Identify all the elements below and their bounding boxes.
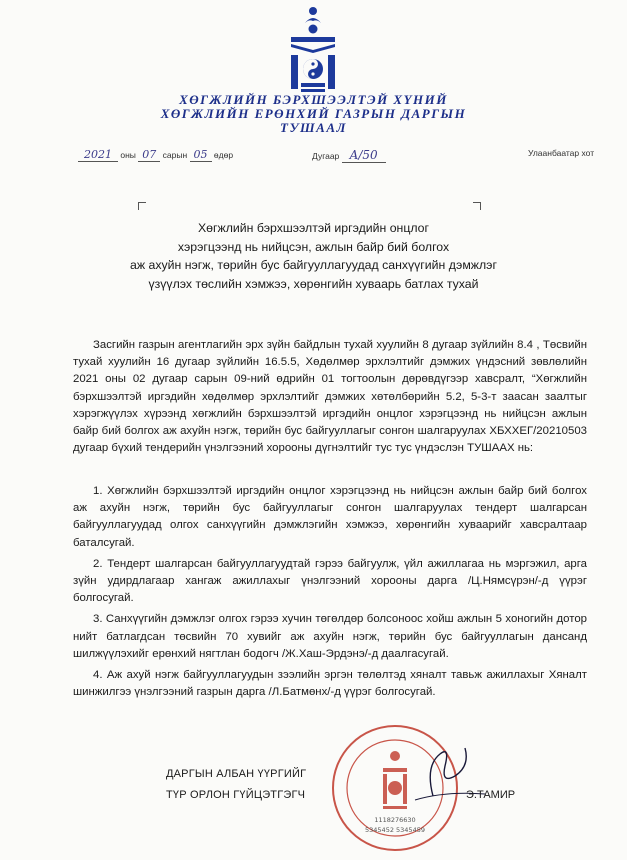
- state-emblem-icon: [283, 5, 343, 93]
- date-month: 07: [138, 148, 160, 162]
- signer-title-line-1: ДАРГЫН АЛБАН ҮҮРГИЙГ: [166, 768, 307, 780]
- date-year-label: оны: [120, 150, 136, 160]
- order-item-1: 1. Хөгжлийн бэрхшээлтэй иргэдийн онцлог хэрэгцээнд нь нийцсэн ажлын байр бий болгох аж ахуйн нэгж, төрийн бус байгууллагыг сонгон шалгаруулах тендерт шалгарсан байгууллагуудад олгох санхүүгийн дэмжлэгийн хэмжээ, хөрөнгийн хуваарийг хавсралтаар баталсугай.: [73, 485, 587, 549]
- title-corner-right: [473, 202, 481, 210]
- order-number-field: [312, 148, 386, 163]
- date-field: [78, 148, 233, 162]
- order-item-4: 4. Аж ахуй нэгж байгууллагуудын зээлийн эргэн төлөлтэд хяналт тавьж ажиллахыг Хяналт шинжилгээ үнэлгээний газрын дарга /Л.Батмөнх/-д үүрэг болгосугай.: [73, 669, 587, 699]
- header-line-1: ХӨГЖЛИЙН БЭРХШЭЭЛТЭЙ ХҮНИЙ: [179, 92, 448, 107]
- title-corner-left: [138, 202, 146, 210]
- order-item-3: 3. Санхүүгийн дэмжлэг олгох гэрээ хучин төгөлдөр болсоноос хойш ажлын 5 хоногийн дотор нийт батлагдсан төсвийн 70 хувийг аж ахуйн нэгж, төрийн бус байгууллагын дансанд шилжүүлэхийг ерөнхий нягтлан бодогч /Ж.Хаш-Эрдэнэ/-д даалгасугай.: [73, 613, 587, 660]
- order-items: [73, 483, 587, 705]
- title-line-4: үзүүлэх төслийн хэмжээ, хөрөнгийн хуваарь батлах тухай: [148, 276, 479, 291]
- order-number-label: Дугаар: [312, 151, 340, 161]
- document-header: [0, 93, 627, 135]
- header-line-3: ТУШААЛ: [280, 120, 347, 135]
- order-number: A/50: [342, 148, 386, 163]
- title-line-3: аж ахуйн нэгж, төрийн бус байгууллагуудад санхүүгийн дэмжлэг: [130, 258, 497, 272]
- date-day: 05: [190, 148, 212, 162]
- order-item-2: 2. Тендерт шалгарсан байгууллагуудтай гэрээ байгуулж, үйл ажиллагаа нь мэргэжил, арга зүйн удирдлагаар хангаж ажиллахыг үнэлгээний хорооны дарга /Ц.Нямсүрэн/-д үүрэг болгосугай.: [73, 557, 587, 605]
- date-year: 2021: [78, 148, 118, 162]
- stamp-number-2: 5345452 5345459: [365, 826, 425, 834]
- preamble-paragraph: Засгийн газрын агентлагийн эрх зүйн байдлын тухай хуулийн 8 дугаар зүйлийн 8.4 , Төсвийн тухай хуулийн 16 дугаар зүйлийн 16.5.5, Хөдөлмөр эрхлэлтийг дэмжих үндэсний зөвлөлийн 2021 оны 02 дугаар сарын 09-ний өдрийн 01 тогтоолын дөрөвдүгээр хавсралт, “Хөгжлийн бэрхшээлтэй иргэдийн хөдөлмөр эрхлэлтийг дэмжих хөтөлбөрийн 5.2, 5-3-т заасан заалтыг хэрэгжүүлэх хүрээнд хөгжлийн бэрхшээлтэй иргэдийн онцлог хэрэгцээнд нь нийцсэн ажлын байр бий болгох аж ахуйн нэгж, төрийн бус байгууллагыг сонгон шалгаруулах ХБХХЕГ/20210503 дугаар бүхий тендерийн үнэлгээний хорооны дүгнэлтийг тус тус үндэслэн ТУШААХ нь:: [73, 339, 587, 455]
- date-month-label: сарын: [162, 150, 188, 160]
- signer-name: Э.ТАМИР: [466, 789, 516, 801]
- date-day-label: өдөр: [213, 150, 234, 160]
- title-line-1: Хөгжлийн бэрхшээлтэй иргэдийн онцлог: [197, 221, 430, 235]
- city-label: Улаанбаатар хот: [528, 148, 595, 158]
- header-line-2: ХӨГЖЛИЙН ЕРӨНХИЙ ГАЗРЫН ДАРГЫН: [160, 106, 467, 121]
- signer-title-line-2: ТҮР ОРЛОН ГҮЙЦЭТГЭГЧ: [166, 789, 306, 801]
- document-title: [60, 219, 567, 293]
- title-line-2: хэрэгцээнд нь нийцсэн, ажлын байр бий болгох: [177, 239, 450, 254]
- stamp-number-1: 1118276630: [374, 816, 416, 824]
